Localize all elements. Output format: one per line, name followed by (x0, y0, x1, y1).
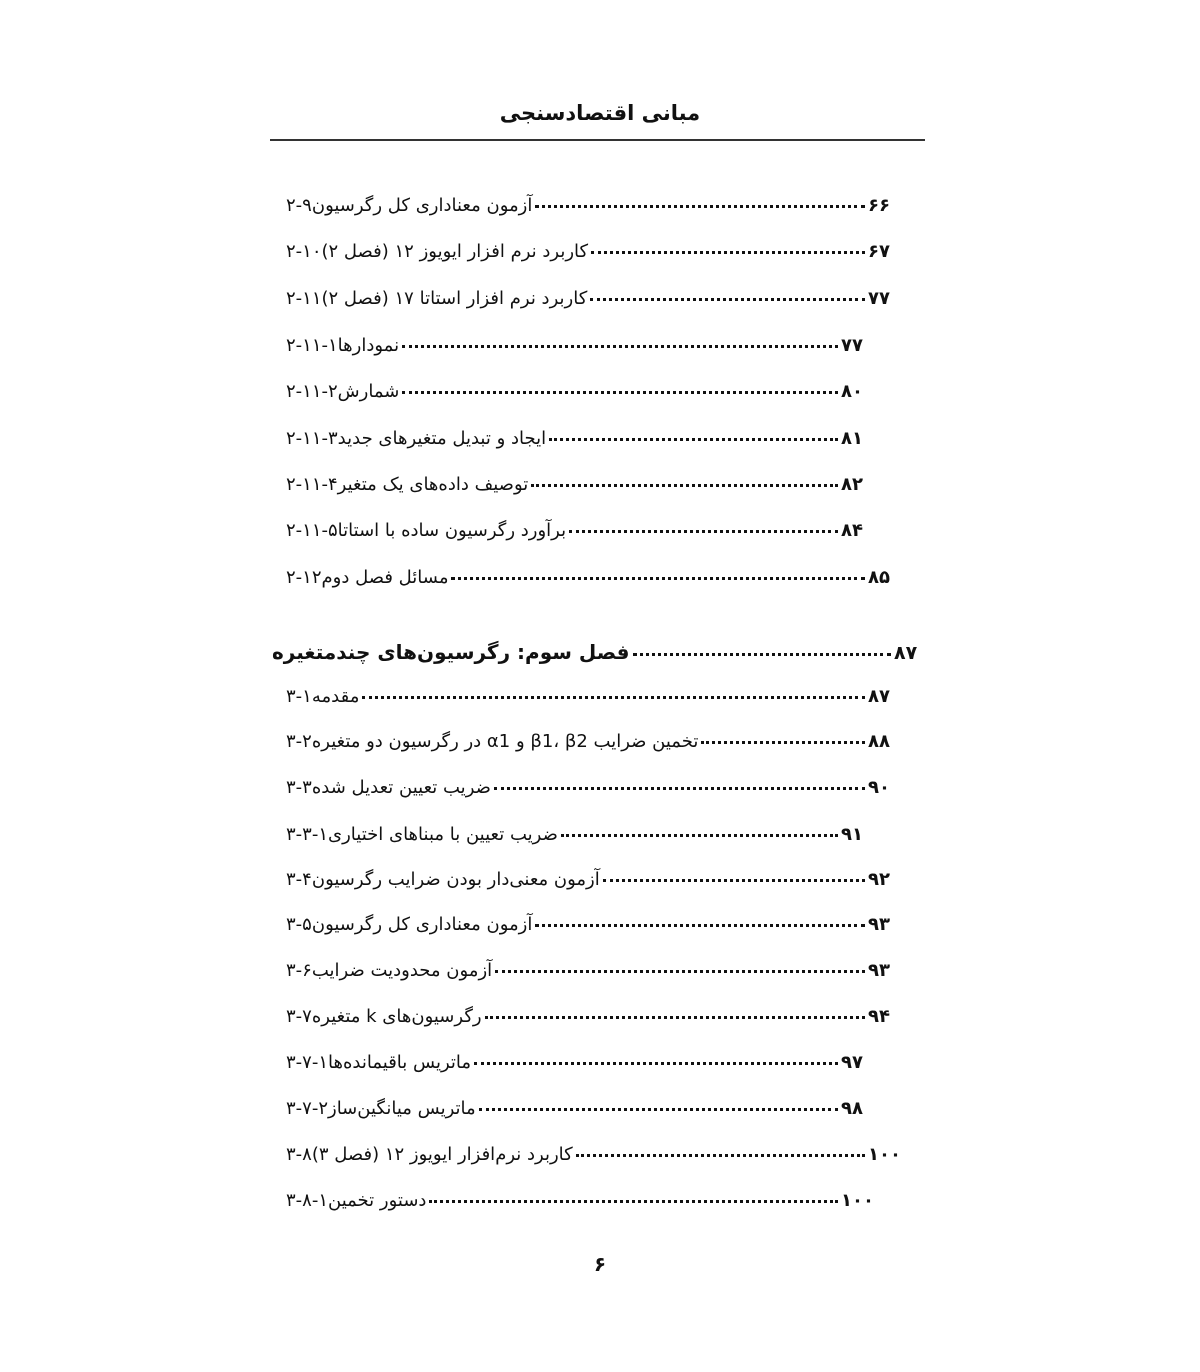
toc-page-number: ۱۰۰ (868, 1144, 901, 1165)
dot-leader (535, 904, 865, 927)
dot-leader (633, 633, 891, 656)
toc-page-number: ۸۷ (894, 642, 918, 664)
toc-page-number: ۸۵ (868, 567, 890, 588)
dot-leader (576, 1134, 865, 1157)
toc-entry (272, 188, 902, 218)
toc-entry (272, 1183, 875, 1213)
toc-entry-number: ۲-۱۱-۴ (286, 474, 338, 495)
toc-entry (272, 862, 902, 892)
toc-entry-title: مقدمه (311, 686, 360, 707)
toc-entry-number: ۲-۱۱-۵ (286, 520, 338, 541)
toc-entry (272, 679, 902, 709)
dot-leader (494, 767, 865, 790)
dot-leader (485, 996, 865, 1019)
toc-entry-number: ۳-۷-۱ (286, 1052, 328, 1073)
dot-leader (603, 859, 865, 882)
toc-page-number: ۹۴ (868, 1006, 890, 1027)
toc-entry (272, 817, 875, 847)
toc-entry-title: فصل سوم: رگرسیون‌های چندمتغیره (272, 640, 630, 664)
dot-leader (474, 1042, 838, 1065)
dot-leader (402, 325, 838, 348)
dot-leader (590, 278, 865, 301)
toc-page-number: ۸۷ (868, 686, 890, 707)
toc-entry-number: ۳-۵ (286, 914, 312, 935)
toc-entry-title: ماتریس باقیمانده‌ها (328, 1052, 472, 1073)
toc-entry-number: ۳-۷ (286, 1006, 312, 1027)
toc-page-number: ۷۷ (868, 288, 890, 309)
toc-entry-number: ۳-۴ (286, 869, 312, 890)
toc-entry-number: ۲-۱۲ (286, 567, 322, 588)
toc-entry-title: کاربرد نرم افزار استاتا ۱۷ (فصل ۲) (321, 288, 588, 309)
toc-entry-title: رگرسیون‌های k متغیره (311, 1006, 482, 1027)
toc-page-number: ۹۲ (868, 869, 890, 890)
toc-page-number: ۱۰۰ (841, 1190, 874, 1211)
dot-leader (569, 510, 838, 533)
toc-entry (272, 1045, 875, 1075)
toc-entry (272, 907, 902, 937)
toc-entry-number: ۲-۱۰ (286, 241, 322, 262)
toc-entry-number: ۲-۱۱ (286, 288, 322, 309)
toc-page-number: ۹۳ (868, 914, 890, 935)
toc-entry-title: کاربرد نرم‌افزار ایویوز ۱۲ (فصل ۳) (311, 1144, 573, 1165)
header-rule (270, 139, 925, 141)
toc-entry-number: ۳-۳-۱ (286, 824, 328, 845)
toc-entry-number: ۳-۶ (286, 960, 312, 981)
toc-entry-number: ۲-۱۱-۱ (286, 335, 338, 356)
toc-entry (272, 374, 875, 404)
toc-entry (272, 560, 902, 590)
toc-entry-number: ۳-۲ (286, 731, 312, 752)
toc-page-number: ۹۳ (868, 960, 890, 981)
toc-entry-title: توصیف داده‌های یک متغیر (337, 474, 529, 495)
page-number: ۶ (593, 1252, 607, 1276)
toc-page-number: ۸۰ (841, 381, 863, 402)
toc-entry-title: آزمون محدودیت ضرایب (311, 960, 493, 981)
dot-leader (531, 464, 838, 487)
toc-page-number: ۹۸ (841, 1098, 863, 1119)
toc-entry (272, 421, 875, 451)
toc-page-number: ۶۶ (868, 195, 890, 216)
toc-page-number: ۸۴ (841, 520, 863, 541)
toc-entry (272, 1137, 902, 1167)
toc-entry (272, 513, 875, 543)
toc-chapter-heading (272, 636, 928, 666)
toc-entry-title: ضریب تعیین با مبناهای اختیاری (328, 824, 558, 845)
toc-entry (272, 999, 902, 1029)
toc-entry-number: ۳-۳ (286, 777, 312, 798)
toc-entry-title: آزمون معناداری کل رگرسیون (311, 195, 533, 216)
toc-entry-number: ۳-۸ (286, 1144, 312, 1165)
toc-entry-title: آزمون معناداری کل رگرسیون (311, 914, 533, 935)
toc-entry (272, 953, 902, 983)
dot-leader (495, 950, 865, 973)
toc-page-number: ۸۱ (841, 428, 863, 449)
toc-entry-title: ایجاد و تبدیل متغیرهای جدید (337, 428, 547, 449)
toc-entry-number: ۳-۸-۱ (286, 1190, 328, 1211)
toc-entry-number: ۲-۹ (286, 195, 312, 216)
toc-entry-title: شمارش (337, 381, 400, 402)
toc-entry-number: ۳-۱ (286, 686, 312, 707)
dot-leader (451, 557, 865, 580)
dot-leader (701, 721, 865, 744)
dot-leader (362, 676, 865, 699)
toc-entry-title: دستور تخمین (328, 1190, 427, 1211)
toc-page-number: ۷۷ (841, 335, 863, 356)
toc-entry (272, 328, 875, 358)
toc-entry-title: کاربرد نرم افزار ایویوز ۱۲ (فصل ۲) (321, 241, 589, 262)
toc-page-number: ۹۷ (841, 1052, 863, 1073)
dot-leader (549, 418, 838, 441)
toc-page-number: ۶۷ (868, 241, 890, 262)
running-head: مبانی اقتصادسنجی (499, 101, 701, 125)
toc-entry-title: ضریب تعیین تعدیل شده (311, 777, 491, 798)
dot-leader (535, 185, 865, 208)
toc-entry-title: مسائل فصل دوم (321, 567, 449, 588)
dot-leader (429, 1180, 838, 1203)
toc-page-number: ۹۱ (841, 824, 863, 845)
toc-entry (272, 770, 902, 800)
toc-entry (272, 467, 875, 497)
toc-page-number: ۹۰ (868, 777, 890, 798)
dot-leader (561, 814, 838, 837)
toc-entry-number: ۲-۱۱-۳ (286, 428, 338, 449)
toc-entry-title: تخمین ضرایب β1، β2 و α1 در رگرسیون دو متغیره (311, 731, 699, 752)
toc-entry (272, 724, 902, 754)
dot-leader (402, 371, 838, 394)
toc-entry (272, 234, 902, 264)
toc-entry (272, 1091, 875, 1121)
toc-entry-title: ماتریس میانگین‌ساز (328, 1098, 476, 1119)
toc-entry-title: آزمون معنی‌دار بودن ضرایب رگرسیون (311, 869, 600, 890)
toc-entry-number: ۲-۱۱-۲ (286, 381, 338, 402)
dot-leader (479, 1088, 838, 1111)
toc-entry-number: ۳-۷-۲ (286, 1098, 328, 1119)
toc-page-number: ۸۲ (841, 474, 863, 495)
toc-entry-title: نمودارها (337, 335, 400, 356)
dot-leader (591, 231, 865, 254)
toc-page-number: ۸۸ (868, 731, 890, 752)
toc-entry (272, 281, 902, 311)
toc-entry-title: برآورد رگرسیون ساده با استاتا (337, 520, 567, 541)
